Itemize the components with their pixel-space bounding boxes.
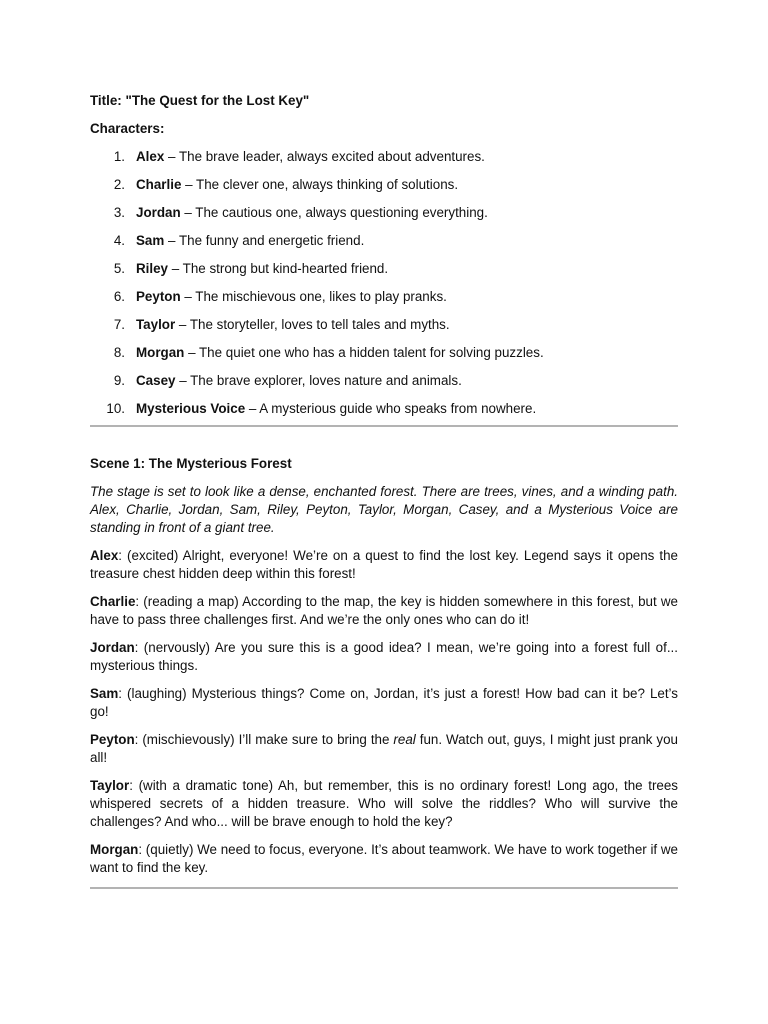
character-description: – The mischievous one, likes to play pranks. <box>180 289 447 304</box>
dialogue-line <box>90 593 678 629</box>
speaker-name: Taylor <box>90 778 130 793</box>
list-item <box>90 176 678 194</box>
section-divider <box>90 425 678 427</box>
speaker-name: Morgan <box>90 842 139 857</box>
speaker-name: Sam <box>90 686 119 701</box>
list-item <box>90 344 678 362</box>
character-name: Morgan <box>136 345 185 360</box>
list-number: 6. <box>113 289 125 304</box>
emphasis-text: real <box>393 732 416 747</box>
list-number: 3. <box>113 205 125 220</box>
speaker-name: Alex <box>90 548 119 563</box>
list-number: 4. <box>113 233 125 248</box>
list-item <box>90 372 678 390</box>
character-description: – The funny and energetic friend. <box>164 233 365 248</box>
character-name: Taylor <box>136 317 176 332</box>
speaker-name: Peyton <box>90 732 135 747</box>
character-name: Mysterious Voice <box>136 401 246 416</box>
character-description: – The brave explorer, loves nature and animals. <box>175 373 462 388</box>
list-number: 5. <box>113 261 125 276</box>
list-item <box>90 148 678 166</box>
character-name: Sam <box>136 233 165 248</box>
character-name: Riley <box>136 261 169 276</box>
dialogue-text: : (nervously) Are you sure this is a good idea? I mean, we’re going into a forest full of... mysterious things. <box>90 640 678 673</box>
character-description: – The clever one, always thinking of solutions. <box>181 177 459 192</box>
dialogue-text: : (with a dramatic tone) Ah, but remember, this is no ordinary forest! Long ago, the trees whispered secrets of a hidden treasure. Who will solve the riddles? Who will survive the challenges? And who... will be brave enough to hold the key? <box>90 778 678 829</box>
dialogue-line <box>90 841 678 877</box>
scene-heading: Scene 1: The Mysterious Forest <box>90 456 292 471</box>
character-name: Charlie <box>136 177 182 192</box>
list-item <box>90 260 678 278</box>
dialogue-text: : (quietly) We need to focus, everyone. It’s about teamwork. We have to work together if we want to find the key. <box>90 842 678 875</box>
character-description: – The storyteller, loves to tell tales and myths. <box>175 317 450 332</box>
dialogue-text: : (reading a map) According to the map, the key is hidden somewhere in this forest, but we have to pass three challenges first. And we’re the only ones who can do it! <box>90 594 678 627</box>
list-number: 10. <box>106 401 125 416</box>
dialogue-line <box>90 639 678 675</box>
list-item <box>90 204 678 222</box>
character-list <box>90 148 678 418</box>
section-divider <box>90 887 678 889</box>
character-description: – The cautious one, always questioning everything. <box>180 205 488 220</box>
character-name: Jordan <box>136 205 181 220</box>
dialogue-line <box>90 685 678 721</box>
dialogue-text: : (mischievously) I’ll make sure to bring the <box>134 732 394 747</box>
character-description: – A mysterious guide who speaks from nowhere. <box>245 401 537 416</box>
character-description: – The brave leader, always excited about adventures. <box>164 149 485 164</box>
character-description: – The quiet one who has a hidden talent for solving puzzles. <box>184 345 544 360</box>
script-page <box>90 92 678 889</box>
dialogue-text: : (laughing) Mysterious things? Come on, Jordan, it’s just a forest! How bad can it be? Let’s go! <box>90 686 678 719</box>
script-title: Title: "The Quest for the Lost Key" <box>90 93 310 108</box>
character-description: – The strong but kind-hearted friend. <box>168 261 389 276</box>
list-item <box>90 232 678 250</box>
list-item <box>90 288 678 306</box>
dialogue-line <box>90 777 678 831</box>
list-item <box>90 400 678 418</box>
speaker-name: Charlie <box>90 594 136 609</box>
dialogue-line <box>90 547 678 583</box>
characters-heading: Characters: <box>90 121 165 136</box>
list-number: 2. <box>113 177 125 192</box>
dialogue-text: : (excited) Alright, everyone! We’re on a quest to find the lost key. Legend says it opens the treasure chest hidden deep within this forest! <box>90 548 678 581</box>
character-name: Peyton <box>136 289 181 304</box>
dialogue-text: fun. Watch out, guys, I might just prank you all! <box>90 732 678 765</box>
character-name: Alex <box>136 149 165 164</box>
list-number: 9. <box>113 373 125 388</box>
list-number: 8. <box>113 345 125 360</box>
list-item <box>90 316 678 334</box>
list-number: 7. <box>113 317 125 332</box>
character-name: Casey <box>136 373 176 388</box>
list-number: 1. <box>113 149 125 164</box>
speaker-name: Jordan <box>90 640 135 655</box>
stage-direction: The stage is set to look like a dense, enchanted forest. There are trees, vines, and a winding path. Alex, Charlie, Jordan, Sam, Riley, Peyton, Taylor, Morgan, Casey, and a Mysterious Voice are standing in front of a giant tree. <box>90 484 678 535</box>
dialogue-line <box>90 731 678 767</box>
